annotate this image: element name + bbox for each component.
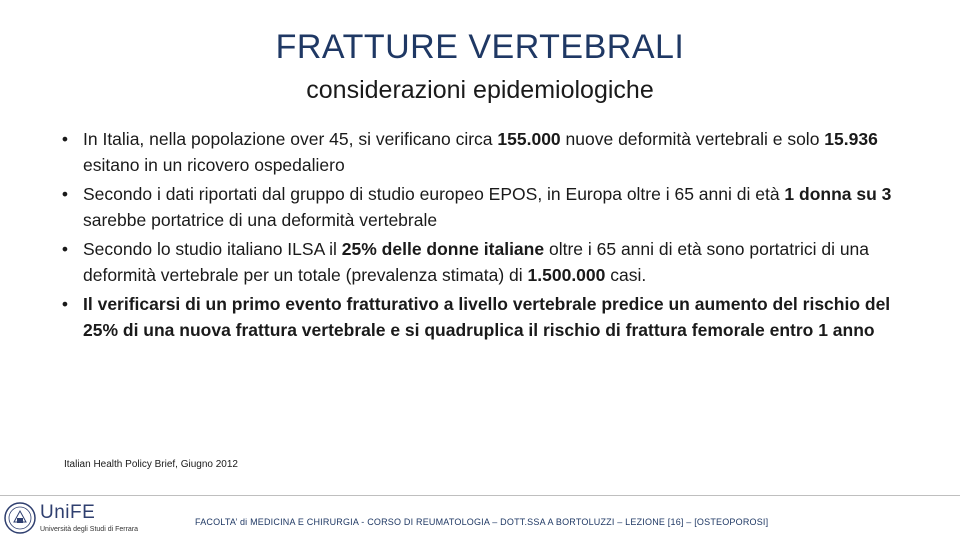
bullet-item	[55, 291, 915, 343]
logo-subtitle: Università degli Studi di Ferrara	[40, 526, 139, 533]
footer-text: FACOLTA’ di MEDICINA E CHIRURGIA - CORSO DI REUMATOLOGIA – DOTT.SSA A BORTOLUZZI – LEZIONE [16] – [OSTEOPOROSI]	[195, 517, 769, 527]
university-seal-icon	[4, 502, 36, 534]
bullet-emphasis: 155.000	[497, 129, 561, 149]
logo-name: UniFE	[40, 502, 96, 523]
bullet-emphasis: 1 donna su 3	[784, 184, 892, 204]
bullet-text: esitano in un ricovero ospedaliero	[83, 155, 345, 175]
bullet-emphasis: Il verificarsi di un primo evento fratturativo a livello vertebrale predice un aumento del rischio del 25% di una nuova frattura vertebrale e si quadruplica il rischio di frattura femorale entro 1 anno	[83, 294, 891, 340]
bullet-dot-icon: •	[61, 184, 69, 204]
bullet-text: In Italia, nella popolazione over 45, si verificano circa	[83, 129, 498, 149]
bullet-text: sarebbe portatrice di una deformità vertebrale	[83, 210, 438, 230]
reference-note: Italian Health Policy Brief, Giugno 2012	[64, 459, 238, 470]
footer-divider	[0, 495, 960, 496]
bullet-dot-icon: •	[61, 129, 69, 149]
bullet-text: nuove deformità vertebrali e solo	[560, 129, 825, 149]
bullet-list	[55, 126, 915, 346]
bullet-emphasis: 15.936	[824, 129, 878, 149]
slide-title: FRATTURE VERTEBRALI	[275, 28, 685, 66]
bullet-item	[55, 236, 915, 288]
bullet-text: Secondo lo studio italiano ILSA il	[83, 239, 342, 259]
bullet-emphasis: 25% delle donne italiane	[341, 239, 545, 259]
bullet-emphasis: 1.500.000	[527, 265, 606, 285]
bullet-dot-icon: •	[61, 239, 69, 259]
slide-subtitle: considerazioni epidemiologiche	[306, 76, 654, 104]
bullet-item	[55, 181, 915, 233]
bullet-text: Secondo i dati riportati dal gruppo di studio europeo EPOS, in Europa oltre i 65 anni di età	[83, 184, 785, 204]
university-logo	[2, 500, 162, 538]
bullet-item	[55, 126, 915, 178]
bullet-text: oltre i 65 anni di età sono portatrici di una deformità vertebrale per un totale (prevalenza stimata) di	[83, 239, 870, 285]
bullet-dot-icon: •	[61, 294, 69, 314]
bullet-text: casi.	[605, 265, 647, 285]
